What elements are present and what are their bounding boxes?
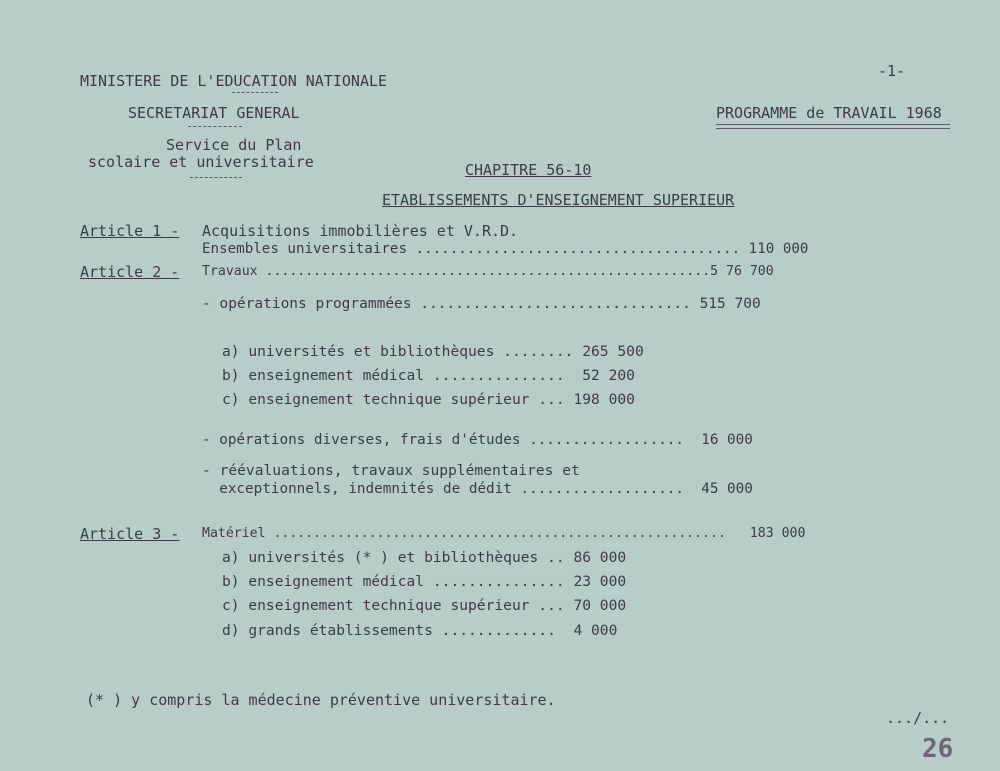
article-3-item-d: d) grands établissements ............. 4 000 — [222, 622, 618, 639]
page-stamp: 26 — [922, 734, 954, 764]
program-title: PROGRAMME de TRAVAIL 1968 — [716, 104, 942, 122]
article-2-label-text: Article 2 - — [80, 263, 180, 281]
article-2-item-c: c) enseignement technique supérieur ... 198 000 — [222, 391, 635, 408]
article-1-label-text: Article 1 - — [80, 222, 180, 240]
program-underline — [716, 124, 950, 125]
article-3-line: Matériel ......................................................... 183 000 — [202, 526, 806, 541]
article-1-label — [80, 222, 179, 240]
article-2-diverse-ops: - opérations diverses, frais d'études .................. 16 000 — [202, 432, 753, 448]
footnote: (* ) y compris la médecine préventive universitaire. — [86, 691, 556, 709]
article-2-line: Travaux ........................................................5 76 700 — [202, 264, 774, 279]
article-3-label-text: Article 3 - — [80, 525, 180, 543]
chapter-subtitle: ETABLISSEMENTS D'ENSEIGNEMENT SUPERIEUR — [382, 191, 735, 209]
ministry-heading: MINISTERE DE L'EDUCATION NATIONALE — [80, 72, 388, 90]
article-3-label — [80, 525, 179, 543]
article-3-item-b: b) enseignement médical ............... 23 000 — [222, 573, 627, 590]
article-1-line-2: Ensembles universitaires ...................................... 110 000 — [202, 241, 809, 257]
article-2-reeval-line-1: - réévaluations, travaux supplémentaires et — [202, 462, 580, 479]
page-number: -1- — [878, 62, 906, 80]
article-2-reeval-line-2: exceptionnels, indemnités de dédit ................... 45 000 — [202, 481, 753, 497]
service-divider — [190, 177, 242, 178]
chapter-title: CHAPITRE 56-10 — [465, 161, 592, 179]
continuation-mark: .../... — [886, 709, 950, 727]
ministry-divider — [232, 92, 278, 93]
program-underline-2 — [716, 128, 950, 129]
article-2-label — [80, 263, 179, 281]
article-2-programmed-ops: - opérations programmées ............................... 515 700 — [202, 296, 761, 312]
article-3-item-a: a) universités (* ) et bibliothèques .. 86 000 — [222, 549, 627, 566]
article-1-line-1: Acquisitions immobilières et V.R.D. — [202, 222, 519, 240]
service-line-2: scolaire et universitaire — [88, 153, 314, 171]
service-line-1: Service du Plan — [166, 136, 302, 154]
secretariat-divider — [188, 126, 242, 127]
article-3-item-c: c) enseignement technique supérieur ... 70 000 — [222, 597, 627, 614]
article-2-item-b: b) enseignement médical ............... 52 200 — [222, 367, 635, 384]
article-2-item-a: a) universités et bibliothèques ........ 265 500 — [222, 343, 644, 360]
secretariat-heading: SECRETARIAT GENERAL — [128, 104, 300, 122]
